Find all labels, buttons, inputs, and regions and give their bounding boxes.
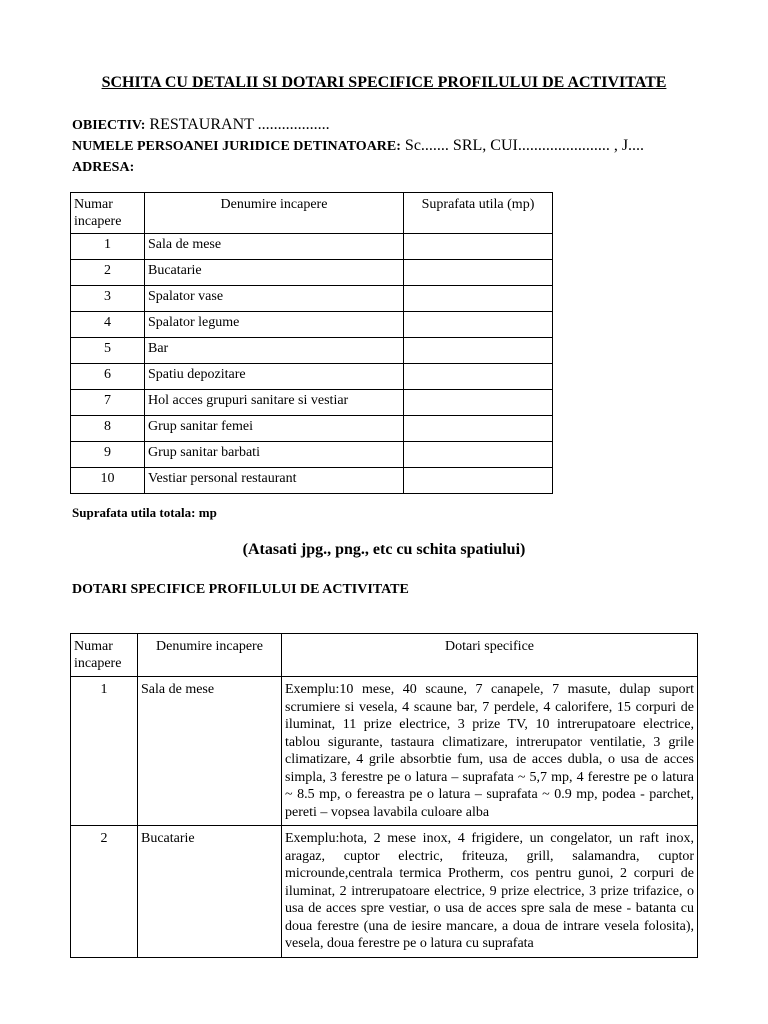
table-row: [71, 312, 553, 338]
header-dotari: Dotari specifice: [282, 634, 698, 677]
room-number: 3: [71, 286, 145, 312]
document-title: SCHITA CU DETALII SI DOTARI SPECIFICE PROFILULUI DE ACTIVITATE: [101, 74, 667, 91]
room-area[interactable]: [404, 286, 553, 312]
room-area[interactable]: [404, 364, 553, 390]
table-row: [71, 364, 553, 390]
room-area[interactable]: [404, 312, 553, 338]
room-area[interactable]: [404, 416, 553, 442]
obiectiv-value: RESTAURANT ..................: [149, 116, 330, 133]
room-number: 1: [71, 234, 145, 260]
obiectiv-line: [72, 116, 330, 134]
room-name: Bar: [145, 338, 404, 364]
attach-note: (Atasati jpg., png., etc cu schita spatiului): [242, 541, 526, 558]
room-name: Spatiu depozitare: [145, 364, 404, 390]
room-name: Vestiar personal restaurant: [145, 468, 404, 494]
room-number: 10: [71, 468, 145, 494]
room-name: Hol acces grupuri sanitare si vestiar: [145, 390, 404, 416]
table-header-row: [71, 634, 698, 677]
room-number: 7: [71, 390, 145, 416]
header-numar: Numar incapere: [71, 634, 138, 677]
rooms-area-table: [70, 192, 553, 494]
room-number: 9: [71, 442, 145, 468]
header-denumire: Denumire incapere: [145, 193, 404, 234]
persoana-line: [72, 137, 644, 155]
room-name: Grup sanitar femei: [145, 416, 404, 442]
table-row: [71, 468, 553, 494]
room-number: 6: [71, 364, 145, 390]
header-denumire: Denumire incapere: [138, 634, 282, 677]
persoana-label: NUMELE PERSOANEI JURIDICE DETINATOARE:: [72, 139, 401, 154]
persoana-value: Sc....... SRL, CUI....................... , J....: [404, 137, 645, 154]
room-name: Bucatarie: [145, 260, 404, 286]
table-row: [71, 677, 698, 826]
room-area[interactable]: [404, 390, 553, 416]
header-suprafata: Suprafata utila (mp): [404, 193, 553, 234]
room-name: Bucatarie: [138, 826, 282, 958]
room-area[interactable]: [404, 234, 553, 260]
table-row: [71, 390, 553, 416]
room-name: Spalator legume: [145, 312, 404, 338]
table-row: [71, 826, 698, 958]
room-name: Spalator vase: [145, 286, 404, 312]
room-number: 2: [71, 826, 138, 958]
room-number: 1: [71, 677, 138, 826]
header-numar: Numar incapere: [71, 193, 145, 234]
table-row: [71, 260, 553, 286]
total-area-label: Suprafata utila totala: mp: [72, 505, 217, 520]
table-row: [71, 234, 553, 260]
adresa-label: ADRESA:: [72, 160, 135, 175]
room-equipment-table: [70, 633, 698, 958]
room-equipment: Exemplu:hota, 2 mese inox, 4 frigidere, un congelator, un raft inox, aragaz, cuptor electric, friteuza, grill, salamandra, cuptor microunde,centrala termica Protherm, cos pentru gunoi, 2 corpuri de iluminat, 2 intrerupatoare electrice, 9 prize electrice, 3 prize trifazice, o usa de acces spre vestiar, o usa de acces spre sala de mese - batanta cu doua ferestre (una de iesire mancare, a doua de intrare vesela folosita), vesela, doua ferestre pe o latura cu suprafata: [282, 826, 698, 958]
room-equipment: Exemplu:10 mese, 40 scaune, 7 canapele, 7 masute, dulap suport scrumiere si vesela, 4 scaune bar, 7 perdele, 4 calorifere, 15 corpuri de iluminat, 11 prize electrice, 3 prize TV, 10 intrerupatoare electrice, tablou sigurante, tastaura climatizare, intrerupator ventilatie, 3 grile climatizare, 4 grile absorbtie fum, usa de acces dubla, o usa de acces simpla, 3 ferestre pe o latura – suprafata ~ 5,7 mp, 4 ferestre pe o latura ~ 8.5 mp, o fereastra pe o latura – suprafata ~ 0.9 mp, podea - parchet, pereti – vopsea lavabila culoare alba: [282, 677, 698, 826]
room-name: Sala de mese: [138, 677, 282, 826]
room-area[interactable]: [404, 338, 553, 364]
room-name: Sala de mese: [145, 234, 404, 260]
room-number: 8: [71, 416, 145, 442]
table-row: [71, 416, 553, 442]
table-row: [71, 442, 553, 468]
room-number: 2: [71, 260, 145, 286]
room-name: Grup sanitar barbati: [145, 442, 404, 468]
obiectiv-label: OBIECTIV:: [72, 118, 146, 133]
room-area[interactable]: [404, 442, 553, 468]
room-area[interactable]: [404, 260, 553, 286]
adresa-line: [72, 158, 134, 176]
dotari-section-title: DOTARI SPECIFICE PROFILULUI DE ACTIVITATE: [72, 582, 409, 597]
room-area[interactable]: [404, 468, 553, 494]
room-number: 5: [71, 338, 145, 364]
room-number: 4: [71, 312, 145, 338]
table-row: [71, 338, 553, 364]
table-row: [71, 286, 553, 312]
table-header-row: [71, 193, 553, 234]
